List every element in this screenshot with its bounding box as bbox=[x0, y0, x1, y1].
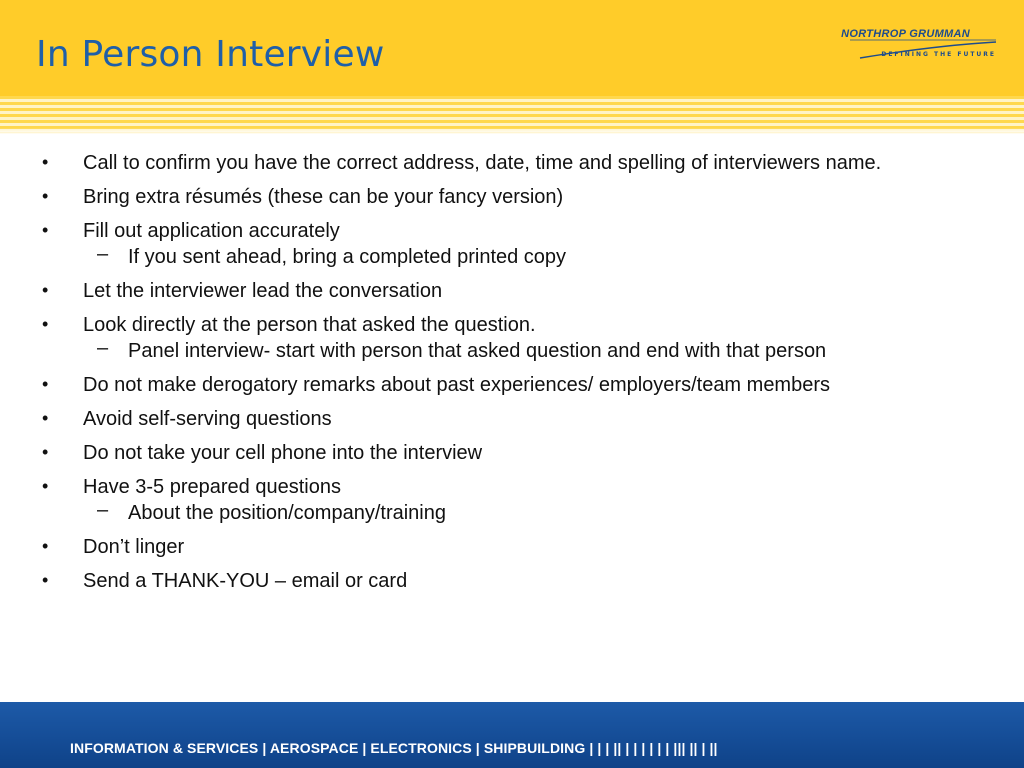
bullet-icon: • bbox=[42, 220, 49, 240]
dash-icon: – bbox=[97, 337, 109, 359]
bullet-row bbox=[0, 220, 1024, 242]
bullet-text: Fill out application accurately bbox=[83, 220, 340, 242]
bullet-row bbox=[0, 570, 1024, 592]
bullet-text: Call to confirm you have the correct address, date, time and spelling of interviewers name. bbox=[83, 152, 882, 174]
bullet-row bbox=[0, 536, 1024, 558]
bullet-row bbox=[0, 186, 1024, 208]
bullet-row bbox=[0, 476, 1024, 498]
bullet-item bbox=[0, 570, 1024, 592]
footer-text: INFORMATION & SERVICES | AEROSPACE | ELECTRONICS | SHIPBUILDING | | | || | | | | | | ||| || | || bbox=[70, 740, 718, 756]
bullet-text: Look directly at the person that asked the question. bbox=[83, 314, 536, 336]
bullet-icon: • bbox=[42, 280, 49, 300]
bullet-row bbox=[0, 280, 1024, 302]
bullet-row bbox=[0, 374, 1024, 396]
bullet-text: Don’t linger bbox=[83, 536, 185, 558]
bullet-text: Send a THANK-YOU – email or card bbox=[83, 570, 408, 592]
footer-bar bbox=[0, 702, 1024, 768]
bullet-item bbox=[0, 314, 1024, 362]
bullet-row bbox=[0, 442, 1024, 464]
bullet-text: Have 3-5 prepared questions bbox=[83, 476, 341, 498]
sub-bullet-text: If you sent ahead, bring a completed printed copy bbox=[128, 246, 567, 268]
bullet-row bbox=[0, 314, 1024, 336]
bullet-item bbox=[0, 280, 1024, 302]
bullet-item bbox=[0, 442, 1024, 464]
slide-title: In Person Interview bbox=[36, 34, 385, 75]
sub-bullet-row bbox=[0, 499, 1024, 524]
bullet-row bbox=[0, 152, 1024, 174]
header-stripes-fade bbox=[0, 128, 1024, 134]
bullet-icon: • bbox=[42, 570, 49, 590]
dash-icon: – bbox=[97, 243, 109, 265]
bullet-icon: • bbox=[42, 476, 49, 496]
sub-bullet-text: About the position/company/training bbox=[128, 502, 446, 524]
company-logo bbox=[841, 28, 998, 64]
sub-bullet-row bbox=[0, 243, 1024, 268]
bullet-icon: • bbox=[42, 314, 49, 334]
bullet-item bbox=[0, 186, 1024, 208]
logo-name: NORTHROP GRUMMAN bbox=[841, 28, 970, 40]
bullet-item bbox=[0, 408, 1024, 430]
bullet-icon: • bbox=[42, 408, 49, 428]
bullet-item bbox=[0, 536, 1024, 558]
bullet-item bbox=[0, 476, 1024, 524]
bullet-icon: • bbox=[42, 152, 49, 172]
bullet-text: Avoid self-serving questions bbox=[83, 408, 332, 430]
bullet-item bbox=[0, 152, 1024, 174]
bullet-text: Do not take your cell phone into the interview bbox=[83, 442, 483, 464]
bullet-text: Let the interviewer lead the conversation bbox=[83, 280, 443, 302]
bullet-icon: • bbox=[42, 186, 49, 206]
bullet-list bbox=[0, 152, 1024, 604]
bullet-icon: • bbox=[42, 536, 49, 556]
bullet-icon: • bbox=[42, 442, 49, 462]
header-bar bbox=[0, 0, 1024, 96]
bullet-text: Bring extra résumés (these can be your fancy version) bbox=[83, 186, 564, 208]
bullet-row bbox=[0, 408, 1024, 430]
logo-tagline: DEFINING THE FUTURE bbox=[881, 51, 996, 58]
bullet-item bbox=[0, 220, 1024, 268]
sub-bullet-text: Panel interview- start with person that asked question and end with that person bbox=[128, 340, 827, 362]
bullet-text: Do not make derogatory remarks about past experiences/ employers/team members bbox=[83, 374, 831, 396]
bullet-item bbox=[0, 374, 1024, 396]
dash-icon: – bbox=[97, 499, 109, 521]
bullet-icon: • bbox=[42, 374, 49, 394]
sub-bullet-row bbox=[0, 337, 1024, 362]
